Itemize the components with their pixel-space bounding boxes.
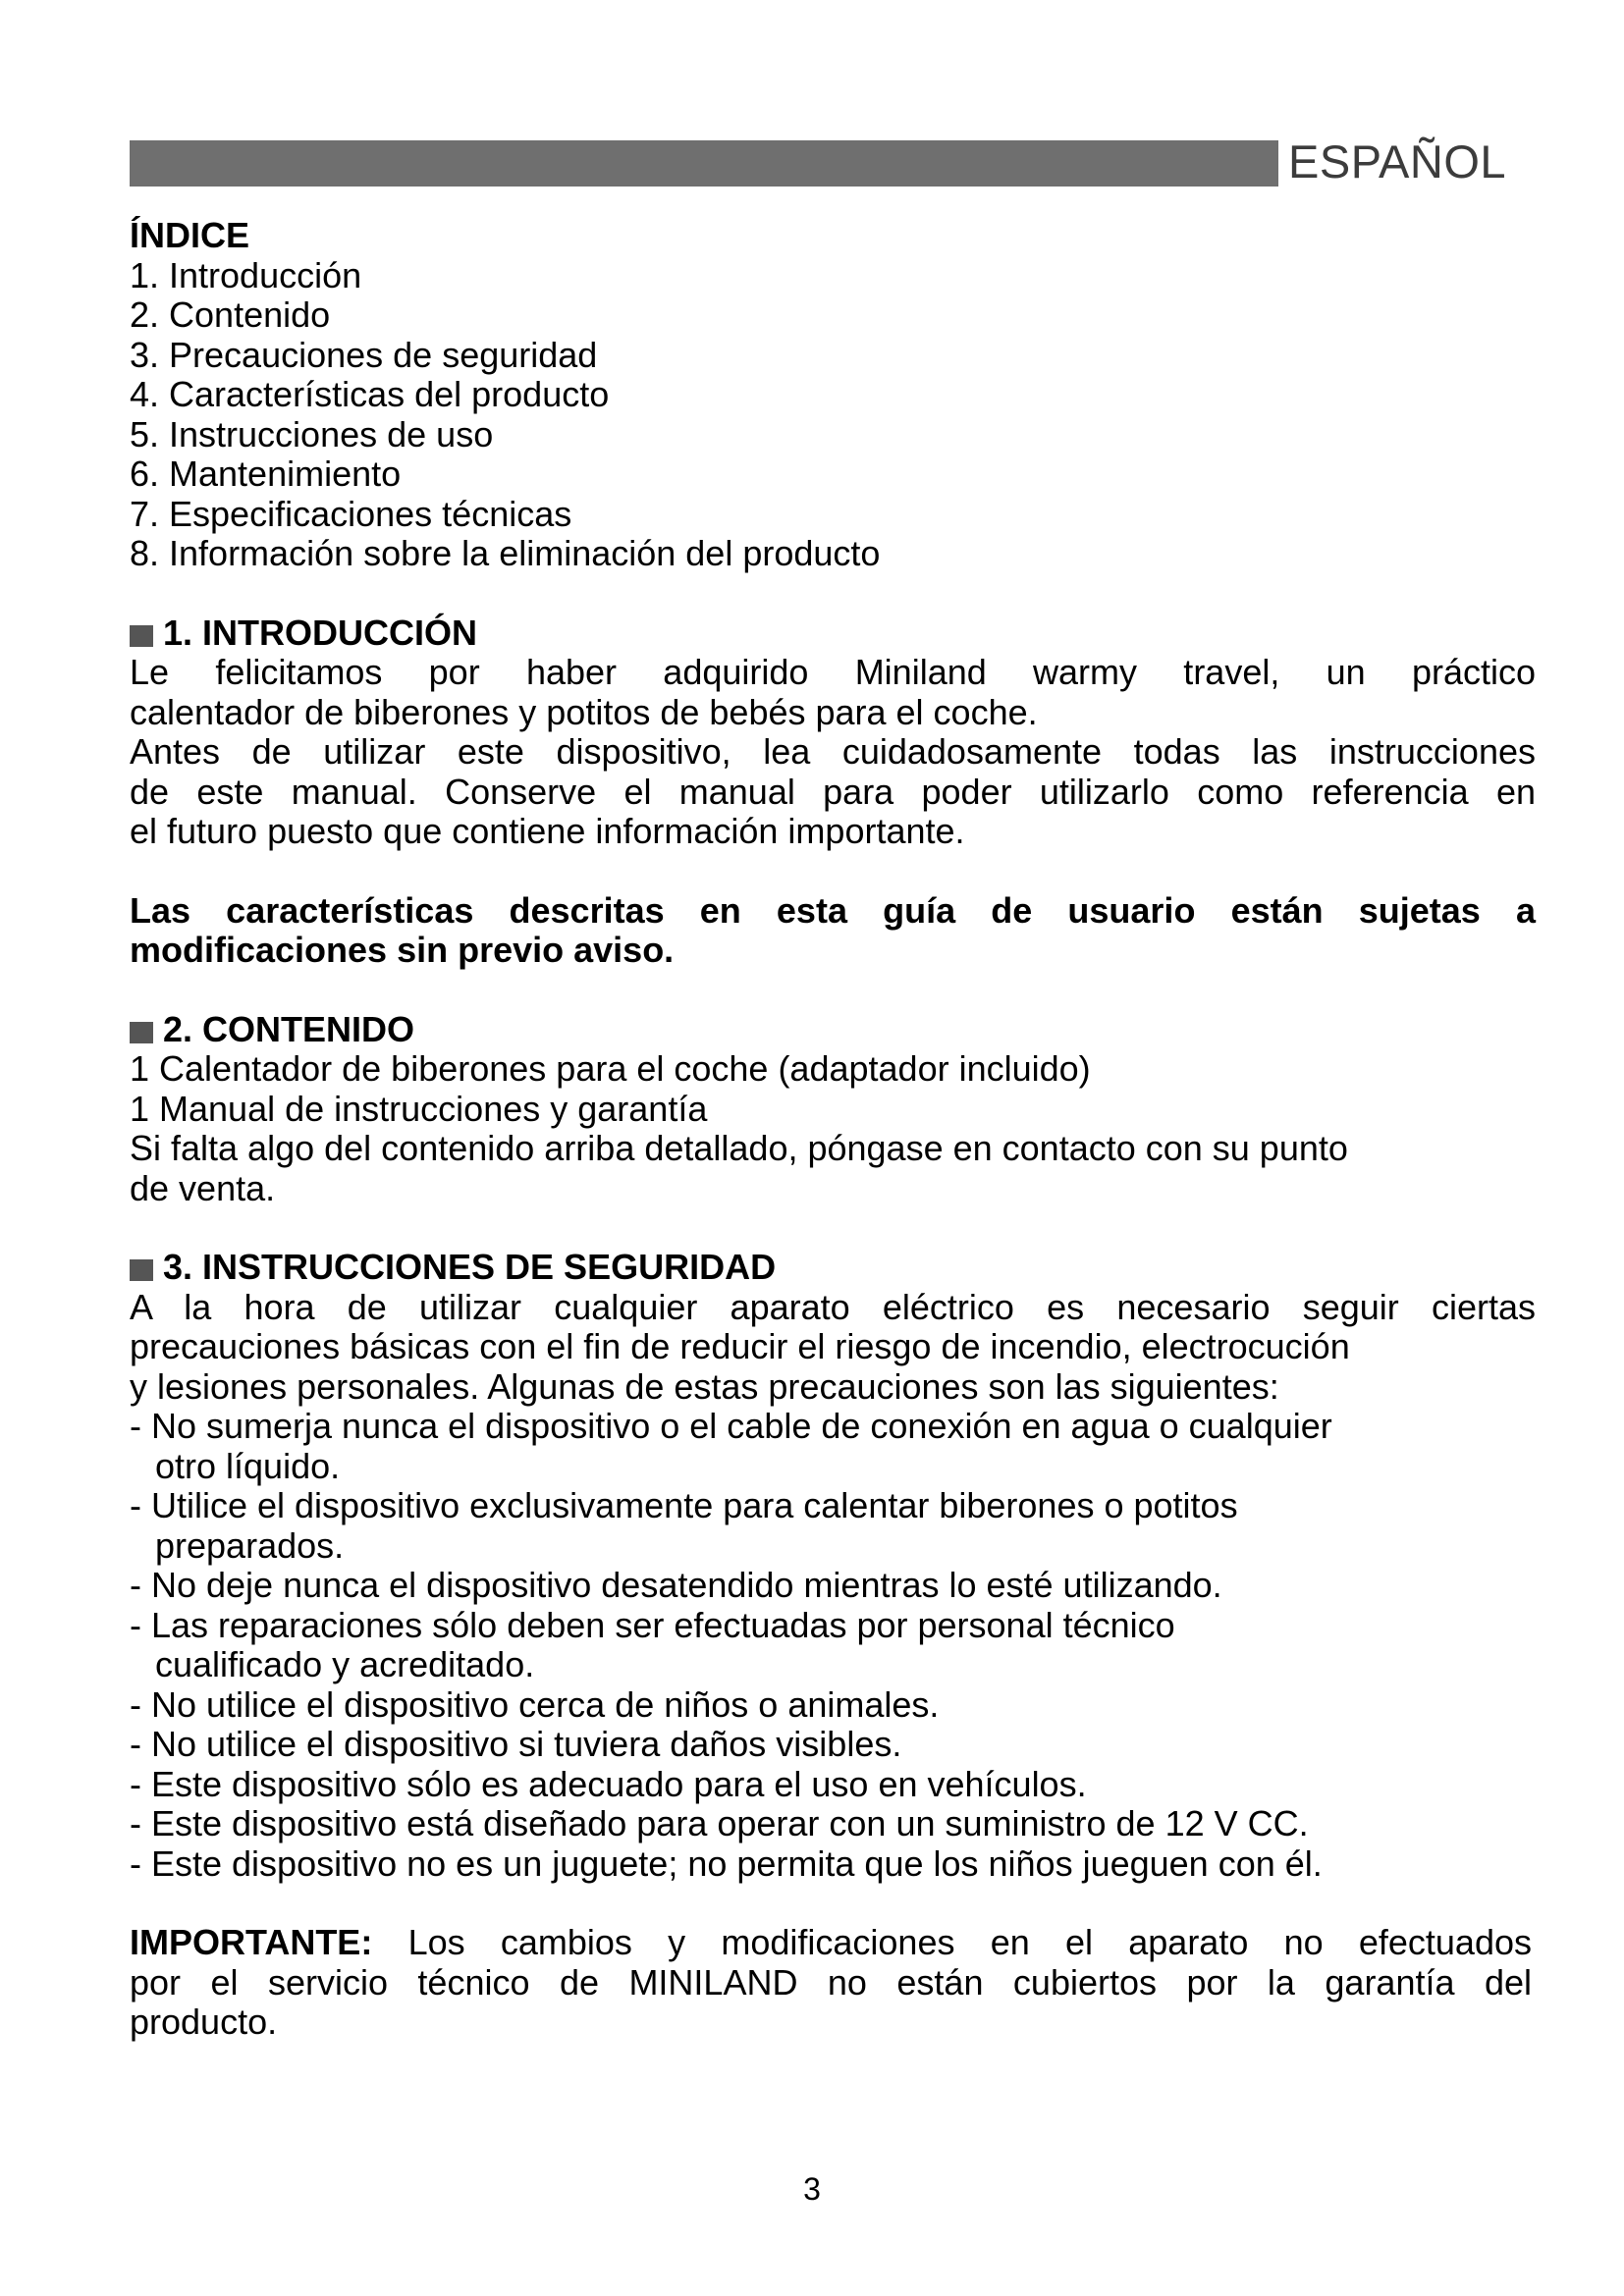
intro-section xyxy=(130,614,1536,852)
square-bullet-icon xyxy=(130,625,153,647)
safety-intro-line: precauciones básicas con el fin de reducir el riesgo de incendio, electrocución xyxy=(130,1326,1350,1366)
notice-line: modificaciones sin previo aviso. xyxy=(130,930,675,970)
header-bar xyxy=(130,140,1278,187)
index-item: 3. Precauciones de seguridad xyxy=(130,334,598,375)
contents-line: Si falta algo del contenido arriba detallado, póngase en contacto con su punto xyxy=(130,1128,1348,1168)
index-item: 6. Mantenimiento xyxy=(130,454,402,494)
language-label: ESPAÑOL xyxy=(1288,135,1507,187)
square-bullet-icon xyxy=(130,1259,153,1281)
index-item: 4. Características del producto xyxy=(130,374,610,414)
intro-line: Le felicitamos por haber adquirido Miniland warmy travel, un práctico xyxy=(130,652,1536,692)
important-text: Los cambios y modificaciones en el aparato no efectuados xyxy=(407,1922,1532,1962)
safety-heading xyxy=(130,1248,1536,1288)
safety-item: - No sumerja nunca el dispositivo o el cable de conexión en agua o cualquier otro líquido. xyxy=(130,1406,1332,1486)
page-content xyxy=(130,216,1536,2043)
contents-title: 2. CONTENIDO xyxy=(163,1008,415,1049)
important-section xyxy=(130,1923,1532,2043)
safety-item: - No utilice el dispositivo si tuviera daños visibles. xyxy=(130,1724,902,1764)
index-title: ÍNDICE xyxy=(130,215,250,255)
index-item: 2. Contenido xyxy=(130,294,331,335)
safety-list xyxy=(130,1407,1337,1884)
notice-line: Las características descritas en esta guía de usuario están sujetas a xyxy=(130,889,1536,931)
safety-item: - Este dispositivo está diseñado para operar con un suministro de 12 V CC. xyxy=(130,1803,1309,1843)
important-line: producto. xyxy=(130,2002,278,2042)
notice-section xyxy=(130,891,1536,971)
intro-line: calentador de biberones y potitos de bebés para el coche. xyxy=(130,691,1038,732)
intro-title: 1. INTRODUCCIÓN xyxy=(163,612,478,653)
safety-intro-line: y lesiones personales. Algunas de estas precauciones son las siguientes: xyxy=(130,1365,1279,1407)
square-bullet-icon xyxy=(130,1022,153,1043)
contents-heading xyxy=(130,1010,1536,1050)
index-item: 8. Información sobre la eliminación del producto xyxy=(130,533,881,573)
page-header xyxy=(130,135,1514,187)
contents-line: de venta. xyxy=(130,1167,276,1208)
intro-line: el futuro puesto que contiene información importante. xyxy=(130,811,965,851)
safety-item: - Este dispositivo sólo es adecuado para el uso en vehículos. xyxy=(130,1763,1087,1804)
safety-item: - Las reparaciones sólo deben ser efectuadas por personal técnico cualificado y acreditado. xyxy=(130,1604,1175,1684)
index-item: 7. Especificaciones técnicas xyxy=(130,493,572,534)
contents-section xyxy=(130,1010,1536,1209)
index-item: 5. Instrucciones de uso xyxy=(130,413,494,454)
important-label: IMPORTANTE: xyxy=(130,1922,373,1962)
important-line: por el servicio técnico de MINILAND no están cubiertos por la garantía del xyxy=(130,1961,1532,2002)
index-list xyxy=(130,256,1536,574)
safety-item: - No utilice el dispositivo cerca de niños o animales. xyxy=(130,1683,940,1725)
contents-line: 1 Calentador de biberones para el coche (adaptador incluido) xyxy=(130,1048,1091,1089)
intro-heading xyxy=(130,614,1536,654)
safety-item: - Utilice el dispositivo exclusivamente para calentar biberones o potitos preparados. xyxy=(130,1485,1238,1566)
safety-intro-line: A la hora de utilizar cualquier aparato eléctrico es necesario seguir ciertas xyxy=(130,1286,1536,1327)
contents-line: 1 Manual de instrucciones y garantía xyxy=(130,1088,708,1129)
intro-line: de este manual. Conserve el manual para poder utilizarlo como referencia en xyxy=(130,771,1536,812)
important-line xyxy=(130,1923,1532,1963)
safety-title: 3. INSTRUCCIONES DE SEGURIDAD xyxy=(163,1247,777,1287)
safety-item: - No deje nunca el dispositivo desatendido mientras lo esté utilizando. xyxy=(130,1565,1222,1605)
index-section xyxy=(130,216,1536,574)
index-item: 1. Introducción xyxy=(130,254,362,295)
safety-item: - Este dispositivo no es un juguete; no permita que los niños jueguen con él. xyxy=(130,1842,1323,1884)
page-number: 3 xyxy=(803,2171,821,2207)
safety-section xyxy=(130,1248,1536,1884)
intro-line: Antes de utilizar este dispositivo, lea cuidadosamente todas las instrucciones xyxy=(130,731,1536,772)
